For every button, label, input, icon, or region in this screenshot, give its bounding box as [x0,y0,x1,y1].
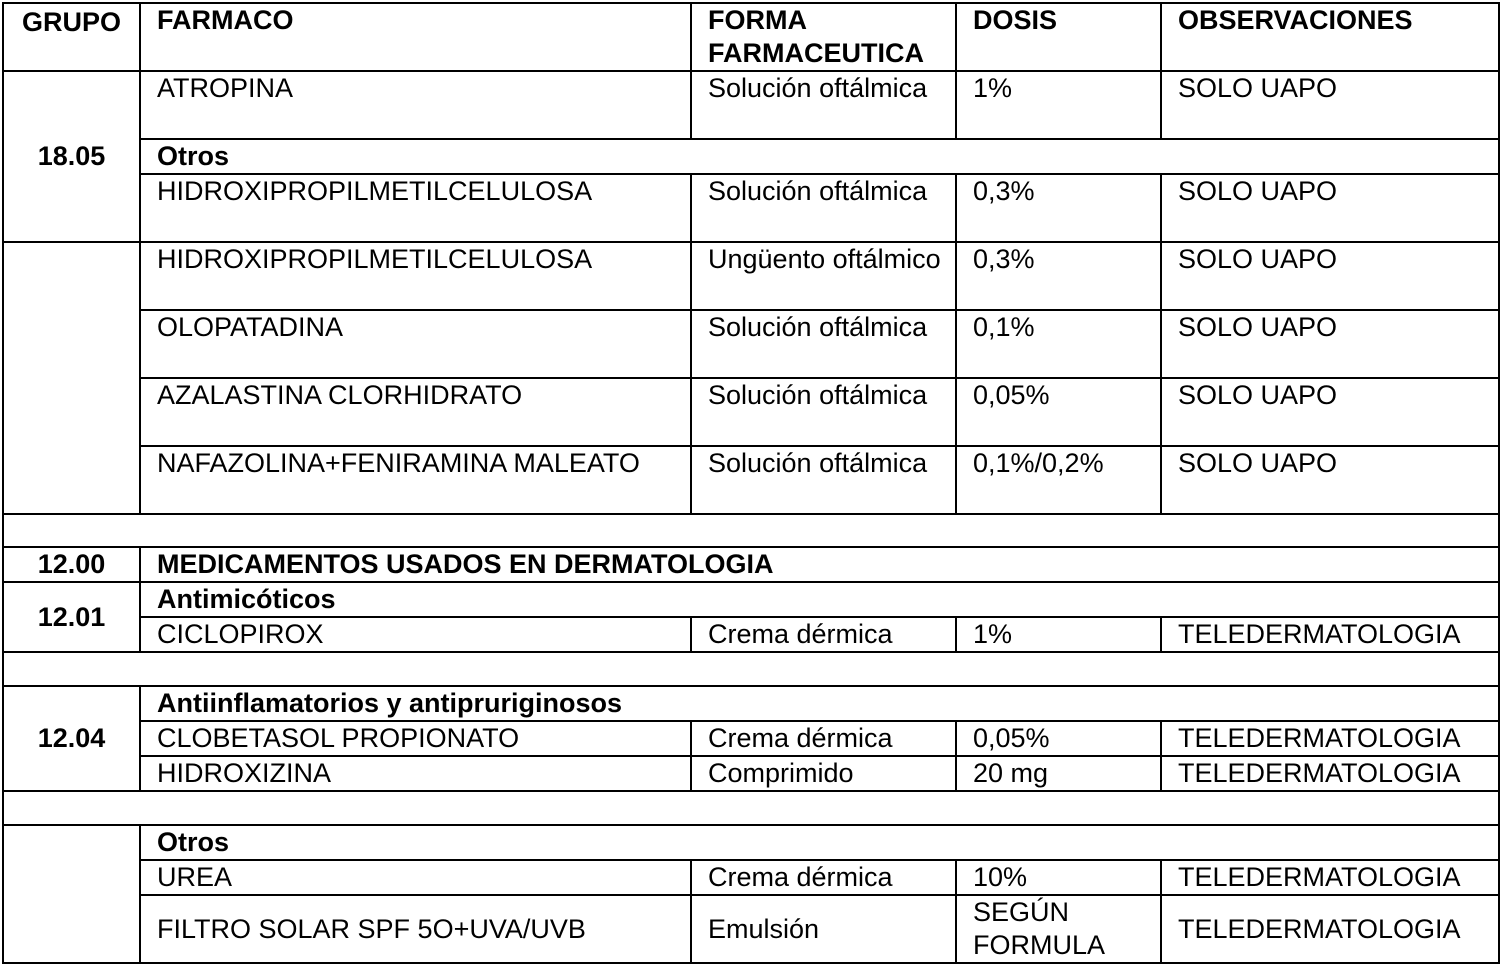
dosis-cell: 0,1%/0,2% [956,446,1161,514]
group-cell-empty [3,446,140,514]
spacer-row [3,652,1499,686]
header-forma: FORMA FARMACEUTICA [691,3,956,71]
header-dosis: DOSIS [956,3,1161,71]
farmaco-cell: ATROPINA [140,71,691,139]
farmaco-cell: OLOPATADINA [140,310,691,378]
dosis-cell: 0,3% [956,174,1161,242]
medication-table [2,2,1500,964]
group-cell-empty [3,310,140,378]
table-row [3,378,1499,446]
table-row [3,756,1499,791]
farmaco-cell: NAFAZOLINA+FENIRAMINA MALEATO [140,446,691,514]
spacer-row [3,514,1499,547]
subgroup-row [3,825,1499,860]
observaciones-cell: SOLO UAPO [1161,378,1499,446]
subgroup-label: Antimicóticos [140,582,1499,617]
subgroup-row [3,582,1499,617]
dosis-cell: 0,3% [956,242,1161,310]
table-row [3,310,1499,378]
farmaco-cell: HIDROXIPROPILMETILCELULOSA [140,242,691,310]
forma-cell: Solución oftálmica [691,174,956,242]
table-row [3,174,1499,242]
dosis-cell: 1% [956,617,1161,652]
forma-cell: Crema dérmica [691,617,956,652]
subgroup-row [3,686,1499,721]
table-row [3,446,1499,514]
dosis-cell: 1% [956,71,1161,139]
forma-cell: Solución oftálmica [691,378,956,446]
spacer-cell [3,791,1499,825]
observaciones-cell: SOLO UAPO [1161,310,1499,378]
dosis-cell: 20 mg [956,756,1161,791]
dosis-cell: 0,05% [956,378,1161,446]
observaciones-cell: SOLO UAPO [1161,174,1499,242]
group-code-12-01: 12.01 [3,582,140,652]
observaciones-cell: SOLO UAPO [1161,242,1499,310]
dosis-cell: 10% [956,860,1161,895]
spacer-cell [3,652,1499,686]
group-cell-empty [3,242,140,310]
spacer-cell [3,514,1499,547]
group-code-12-04: 12.04 [3,686,140,791]
observaciones-cell: TELEDERMATOLOGIA [1161,721,1499,756]
group-cell-empty [3,378,140,446]
table-row [3,617,1499,652]
farmaco-cell: HIDROXIZINA [140,756,691,791]
table-row [3,721,1499,756]
forma-cell: Solución oftálmica [691,446,956,514]
farmaco-cell: CLOBETASOL PROPIONATO [140,721,691,756]
observaciones-cell: SOLO UAPO [1161,71,1499,139]
forma-cell: Crema dérmica [691,860,956,895]
table-row [3,71,1499,139]
observaciones-cell: SOLO UAPO [1161,446,1499,514]
farmaco-cell: CICLOPIROX [140,617,691,652]
table-row [3,242,1499,310]
farmaco-cell: AZALASTINA CLORHIDRATO [140,378,691,446]
section-row [3,547,1499,582]
table-row [3,860,1499,895]
observaciones-cell: TELEDERMATOLOGIA [1161,895,1499,963]
farmaco-cell: HIDROXIPROPILMETILCELULOSA [140,174,691,242]
section-title: MEDICAMENTOS USADOS EN DERMATOLOGIA [140,547,1499,582]
forma-cell: Ungüento oftálmico [691,242,956,310]
forma-cell: Crema dérmica [691,721,956,756]
subgroup-label-otros: Otros [140,139,1499,174]
forma-cell: Comprimido [691,756,956,791]
subgroup-label-otros: Otros [140,825,1499,860]
header-row [3,3,1499,71]
group-code-12-00: 12.00 [3,547,140,582]
header-observaciones: OBSERVACIONES [1161,3,1499,71]
spacer-row [3,791,1499,825]
observaciones-cell: TELEDERMATOLOGIA [1161,860,1499,895]
observaciones-cell: TELEDERMATOLOGIA [1161,756,1499,791]
forma-cell: Solución oftálmica [691,310,956,378]
farmaco-cell: FILTRO SOLAR SPF 5O+UVA/UVB [140,895,691,963]
forma-cell: Emulsión [691,895,956,963]
header-grupo: GRUPO [3,3,140,71]
farmaco-cell: UREA [140,860,691,895]
observaciones-cell: TELEDERMATOLOGIA [1161,617,1499,652]
group-code-18-05: 18.05 [3,71,140,242]
dosis-cell: SEGÚN FORMULA [956,895,1161,963]
dosis-cell: 0,1% [956,310,1161,378]
header-farmaco: FARMACO [140,3,691,71]
forma-cell: Solución oftálmica [691,71,956,139]
group-cell-empty [3,825,140,963]
subgroup-row [3,139,1499,174]
table-row [3,895,1499,963]
dosis-cell: 0,05% [956,721,1161,756]
subgroup-label: Antiinflamatorios y antipruriginosos [140,686,1499,721]
